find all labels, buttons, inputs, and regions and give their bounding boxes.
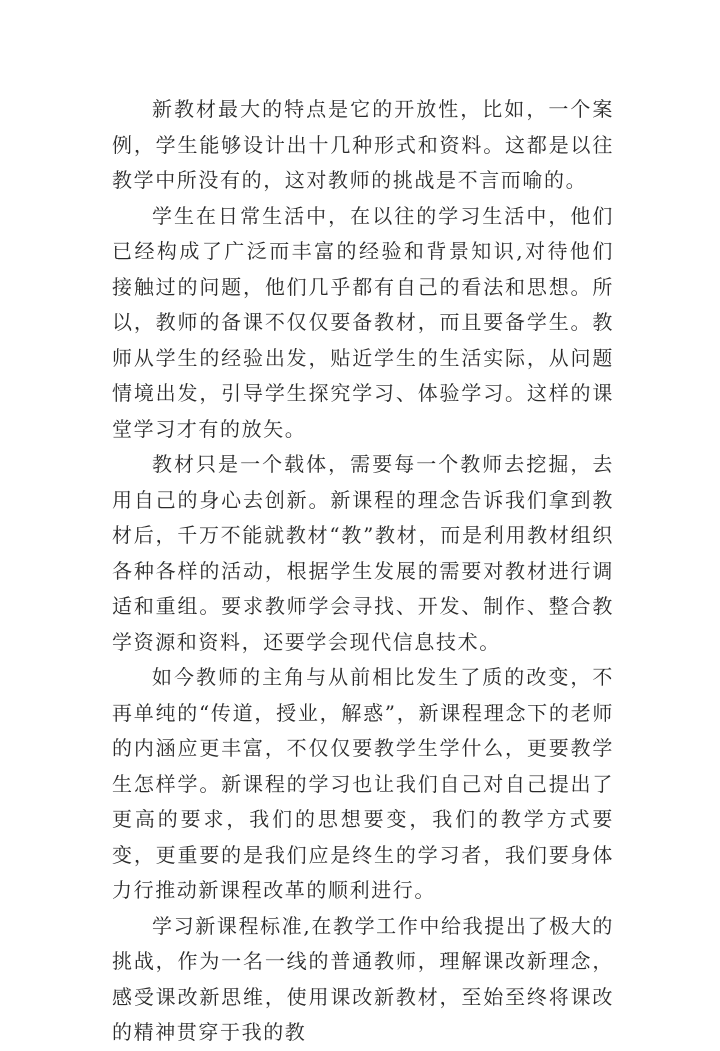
paragraph-1: 新教材最大的特点是它的开放性，比如，一个案例，学生能够设计出十几种形式和资料。这都是以往教学中所没有的，这对教师的挑战是不言而喻的。 [112, 97, 614, 192]
paragraph-5: 学习新课程标准,在教学工作中给我提出了极大的挑战，作为一名一线的普通教师，理解课改新理念，感受课改新思维，使用课改新教材，至始至终将课改的精神贯穿于我的教 [112, 913, 614, 1044]
paragraph-3: 教材只是一个载体，需要每一个教师去挖掘，去用自己的身心去创新。新课程的理念告诉我们拿到教材后，千万不能就教材“教”教材，而是利用教材组织各种各样的活动，根据学生发展的需要对教材进行调适和重组。要求教师学会寻找、开发、制作、整合教学资源和资料，还要学会现代信息技术。 [112, 452, 614, 654]
paragraph-2: 学生在日常生活中，在以往的学习生活中，他们已经构成了广泛而丰富的经验和背景知识,对待他们接触过的问题，他们几乎都有自己的看法和思想。所以，教师的备课不仅仅要备教材，而且要备学生。教师从学生的经验出发，贴近学生的生活实际，从问题情境出发，引导学生探究学习、体验学习。这样的课堂学习才有的放矢。 [112, 203, 614, 441]
document-body [112, 92, 614, 1051]
paragraph-4: 如今教师的主角与从前相比发生了质的改变，不再单纯的“传道，授业，解惑”，新课程理念下的老师的内涵应更丰富，不仅仅要教学生学什么，更要教学生怎样学。新课程的学习也让我们自己对自己提出了更高的要求，我们的思想要变，我们的教学方式要变，更重要的是我们应是终生的学习者，我们要身体力行推动新课程改革的顺利进行。 [112, 665, 614, 902]
